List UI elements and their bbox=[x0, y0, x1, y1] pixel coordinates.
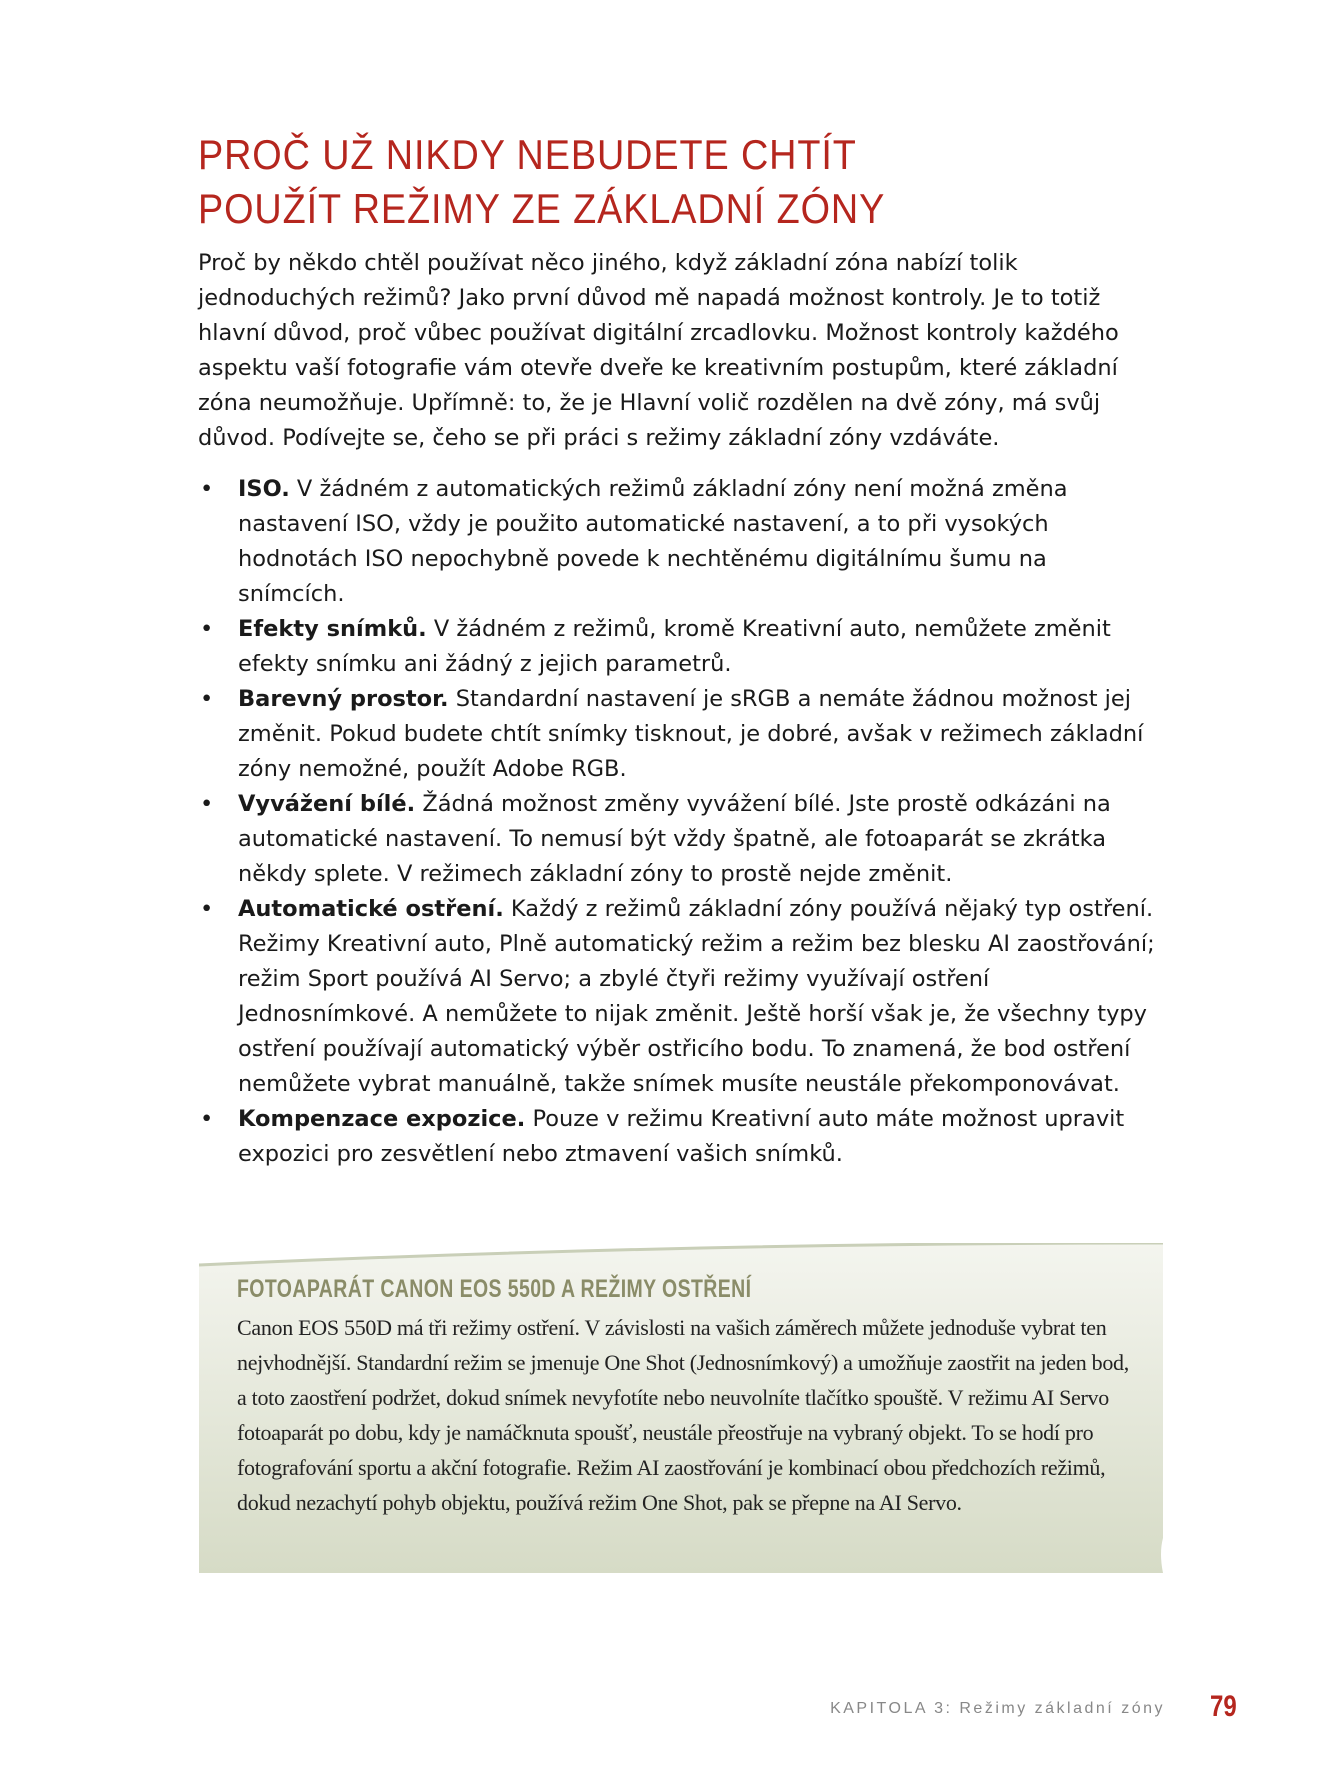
sidebar-text: Canon EOS 550D má tři režimy ostření. V závislosti na vašich záměrech můžete jednoduše vybrat ten nejvhodnější. Standardní režim se jmenuje One Shot (Jednosnímkový) a umožňuje zaostřit na jeden bod, a toto zaostření podržet, dokud snímek nevyfotíte nebo neuvolníte tlačítko spouště. V režimu AI Servo fotoaparát po dobu, kdy je namáčknuta spoušť, neustále přeostřuje na vybraný objekt. To se hodí pro fotografování sportu a akční fotografie. Režim AI zaostřování je kombinací obou předchozích režimů, dokud nezachytí pohyb objektu, používá režim One Shot, pak se přepne na AI Servo. bbox=[237, 1315, 1129, 1515]
intro-paragraph: Proč by někdo chtěl používat něco jiného, když základní zóna nabízí tolik jednoduchých režimů? Jako první důvod mě napadá možnost kontroly. Je to totiž hlavní důvod, proč vůbec používat digitální zrcadlovku. Možnost kontroly každého aspektu vaší fotografie vám otevře dveře ke kreativním postupům, které základní zóna neumožňuje. Upřímně: to, že je Hlavní volič rozdělen na dvě zóny, má svůj důvod. Podívejte se, čeho se při práci s režimy základní zóny vzdáváte. bbox=[198, 250, 1119, 451]
bullet-icon: • bbox=[200, 896, 214, 922]
bullet-text: Standardní nastavení je sRGB a nemáte žádnou možnost jej změnit. Pokud budete chtít snímky tisknout, je dobré, avšak v režimech základní zóny nemožné, použít Adobe RGB. bbox=[238, 686, 1144, 782]
bullet-term: ISO. bbox=[238, 476, 290, 502]
bullet-text: V žádném z režimů, kromě Kreativní auto, nemůžete změnit efekty snímku ani žádný z jejich parametrů. bbox=[238, 616, 1111, 677]
bullet-term: Vyvážení bílé. bbox=[238, 791, 416, 817]
list-item bbox=[198, 612, 1158, 682]
bullet-icon: • bbox=[200, 686, 214, 712]
bullet-icon: • bbox=[200, 791, 214, 817]
bullet-term: Barevný prostor. bbox=[238, 686, 449, 712]
title-line-1: PROČ UŽ NIKDY NEBUDETE CHTÍT bbox=[198, 131, 857, 178]
page-number: 79 bbox=[1210, 1690, 1237, 1723]
bullet-text: Každý z režimů základní zóny používá nějaký typ ostření. Režimy Kreativní auto, Plně automatický režim a režim bez blesku AI zaostřování; režim Sport používá AI Servo; a zbylé čtyři režimy využívají ostření Jednosnímkové. A nemůžete to nijak změnit. Ještě horší však je, že všechny typy ostření používají automatický výběr ostřicího bodu. To znamená, že bod ostření nemůžete vybrat manuálně, takže snímek musíte neustále překomponovávat. bbox=[238, 896, 1155, 1097]
title-line-2: POUŽÍT REŽIMY ZE ZÁKLADNÍ ZÓNY bbox=[198, 185, 886, 232]
bullet-text: Pouze v režimu Kreativní auto máte možnost upravit expozici pro zesvětlení nebo ztmavení vašich snímků. bbox=[238, 1106, 1125, 1167]
bullet-term: Efekty snímků. bbox=[238, 616, 427, 642]
bullet-icon: • bbox=[200, 616, 214, 642]
chapter-label: KAPITOLA 3: Režimy základní zóny bbox=[830, 1700, 1165, 1717]
list-item bbox=[198, 1102, 1158, 1172]
sidebar-box bbox=[199, 1243, 1163, 1573]
bullet-text: V žádném z automatických režimů základní zóny není možná změna nastavení ISO, vždy je použito automatické nastavení, a to při vysokých hodnotách ISO nepochybně povede k nechtěnému digitálnímu šumu na snímcích. bbox=[238, 476, 1068, 607]
list-item bbox=[198, 892, 1158, 1102]
bullet-term: Kompenzace expozice. bbox=[238, 1106, 526, 1132]
bullet-term: Automatické ostření. bbox=[238, 896, 504, 922]
list-item bbox=[198, 472, 1158, 612]
bullet-text: Žádná možnost změny vyvážení bílé. Jste prostě odkázáni na automatické nastavení. To nemusí být vždy špatně, ale fotoaparát se zkrátka někdy splete. V režimech základní zóny to prostě nejde změnit. bbox=[238, 791, 1111, 887]
bullet-icon: • bbox=[200, 476, 214, 502]
list-item bbox=[198, 787, 1158, 892]
bullet-icon: • bbox=[200, 1106, 214, 1132]
list-item bbox=[198, 682, 1158, 787]
bullet-list bbox=[198, 472, 1158, 1172]
page-title bbox=[198, 128, 1053, 236]
sidebar-title: FOTOAPARÁT CANON EOS 550D A REŽIMY OSTŘENÍ bbox=[237, 1275, 752, 1303]
